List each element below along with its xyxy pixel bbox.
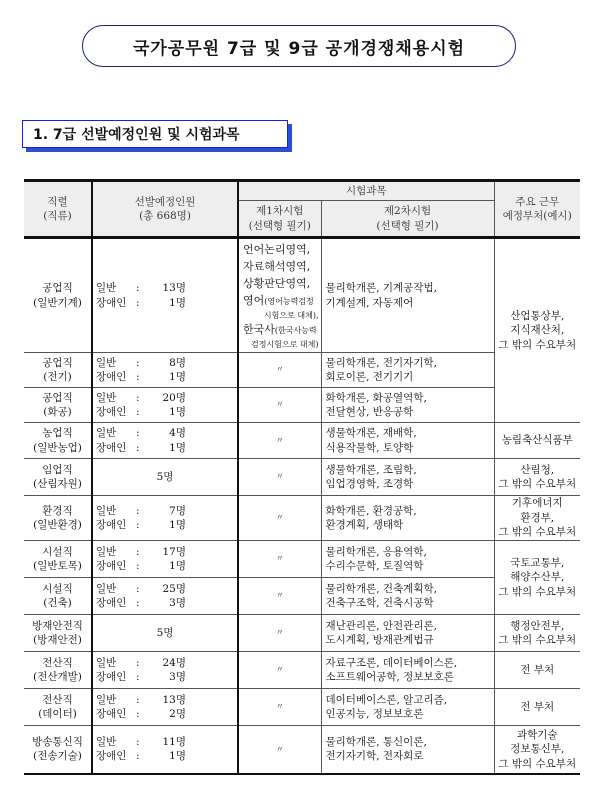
job-cell: 전산직 (전산개발) [24,652,92,689]
dept-cell: 행정안전부, 그 밖의 수요부처 [494,615,580,652]
header-dept: 주요 근무 예정부처(예시) [494,181,580,238]
exam2-cell: 생물학개론, 조림학, 임업경영학, 조경학 [321,459,494,496]
exam2-cell: 생물학개론, 재배학, 식용작물학, 토양학 [321,423,494,459]
exam2-cell: 재난관리론, 안전관리론, 도시계획, 방재관계법규 [321,615,494,652]
dept-cell: 산림청, 그 밖의 수요부처 [494,459,580,496]
exam2-cell: 자료구조론, 데이터베이스론, 소프트웨어공학, 정보보호론 [321,652,494,689]
exam1-cell: 〃 [238,496,321,541]
header-job: 직렬 (직류) [24,181,92,238]
exam1-cell: 〃 [238,388,321,423]
exam2-cell: 물리학개론, 기계공작법, 기계설계, 자동제어 [321,238,494,353]
quota-cell: 일반 : 11명 장애인 : 1명 [92,726,238,774]
table-row [24,652,580,689]
exam1-cell: 〃 [238,423,321,459]
quota-cell: 일반 : 20명 장애인 : 1명 [92,388,238,423]
document-title: 국가공무원 7급 및 9급 공개경쟁채용시험 [82,25,516,67]
exam2-cell: 물리학개론, 응용역학, 수리수문학, 토질역학 [321,541,494,578]
header-exam1: 제1차시험 (선택형 필기) [238,201,321,238]
quota-cell: 일반 : 7명 장애인 : 1명 [92,496,238,541]
job-cell: 환경직 (일반환경) [24,496,92,541]
exam2-cell: 데이터베이스론, 알고리즘, 인공지능, 정보보호론 [321,689,494,726]
exam1-cell: 〃 [238,541,321,578]
table-row [24,496,580,541]
job-cell: 방재안전직 (방재안전) [24,615,92,652]
header-exam2: 제2차시험 (선택형 필기) [321,201,494,238]
exam2-cell: 화학개론, 화공열역학, 전달현상, 반응공학 [321,388,494,423]
recruitment-table [24,179,580,775]
job-cell: 공업직 (전기) [24,353,92,388]
table-row [24,726,580,774]
exam1-cell: 언어논리영역, 자료해석영역, 상황판단영역, 영어(영어능력검정 시험으로 대체), 한국사(한국사능력 검정시험으로 대체) [238,238,321,353]
quota-cell: 일반 : 24명 장애인 : 3명 [92,652,238,689]
dept-cell: 산업통상부, 지식재산처, 그 밖의 수요부처 [494,238,580,423]
header-quota: 선발예정인원 (총 668명) [92,181,238,238]
exam1-cell: 〃 [238,615,321,652]
quota-cell: 일반 : 25명 장애인 : 3명 [92,578,238,615]
exam1-cell: 〃 [238,652,321,689]
quota-cell: 5명 [92,459,238,496]
exam2-cell: 물리학개론, 건축계획학, 건축구조학, 건축시공학 [321,578,494,615]
exam1-cell: 〃 [238,353,321,388]
dept-cell: 전 부처 [494,689,580,726]
table-row [24,459,580,496]
job-cell: 전산직 (데이터) [24,689,92,726]
job-cell: 시설직 (일반토목) [24,541,92,578]
section-heading: 1. 7급 선발예정인원 및 시험과목 [22,120,288,148]
quota-cell: 일반 : 4명 장애인 : 1명 [92,423,238,459]
quota-cell: 일반 : 13명 장애인 : 1명 [92,238,238,353]
dept-cell: 전 부처 [494,652,580,689]
exam2-cell: 물리학개론, 통신이론, 전기자기학, 전자회로 [321,726,494,774]
exam1-cell: 〃 [238,459,321,496]
quota-cell: 일반 : 17명 장애인 : 1명 [92,541,238,578]
quota-cell: 5명 [92,615,238,652]
table-row [24,238,580,353]
job-cell: 공업직 (화공) [24,388,92,423]
dept-cell: 기후에너지 환경부, 그 밖의 수요부처 [494,496,580,541]
table-row [24,541,580,578]
exam2-cell: 물리학개론, 전기자기학, 회로이론, 전기기기 [321,353,494,388]
table-row [24,689,580,726]
job-cell: 방송통신직 (전송기술) [24,726,92,774]
job-cell: 시설직 (건축) [24,578,92,615]
exam1-cell: 〃 [238,726,321,774]
header-subjects: 시험과목 [238,181,494,201]
job-cell: 농업직 (일반농업) [24,423,92,459]
quota-cell: 일반 : 8명 장애인 : 1명 [92,353,238,388]
exam1-cell: 〃 [238,578,321,615]
quota-cell: 일반 : 13명 장애인 : 2명 [92,689,238,726]
job-cell: 임업직 (산림자원) [24,459,92,496]
job-cell: 공업직 (일반기계) [24,238,92,353]
exam1-cell: 〃 [238,689,321,726]
table-row [24,615,580,652]
exam2-cell: 화학개론, 환경공학, 환경계획, 생태학 [321,496,494,541]
dept-cell: 농림축산식품부 [494,423,580,459]
dept-cell: 과학기술 정보통신부, 그 밖의 수요부처 [494,726,580,774]
dept-cell: 국토교통부, 해양수산부, 그 밖의 수요부처 [494,541,580,615]
table-row [24,423,580,459]
